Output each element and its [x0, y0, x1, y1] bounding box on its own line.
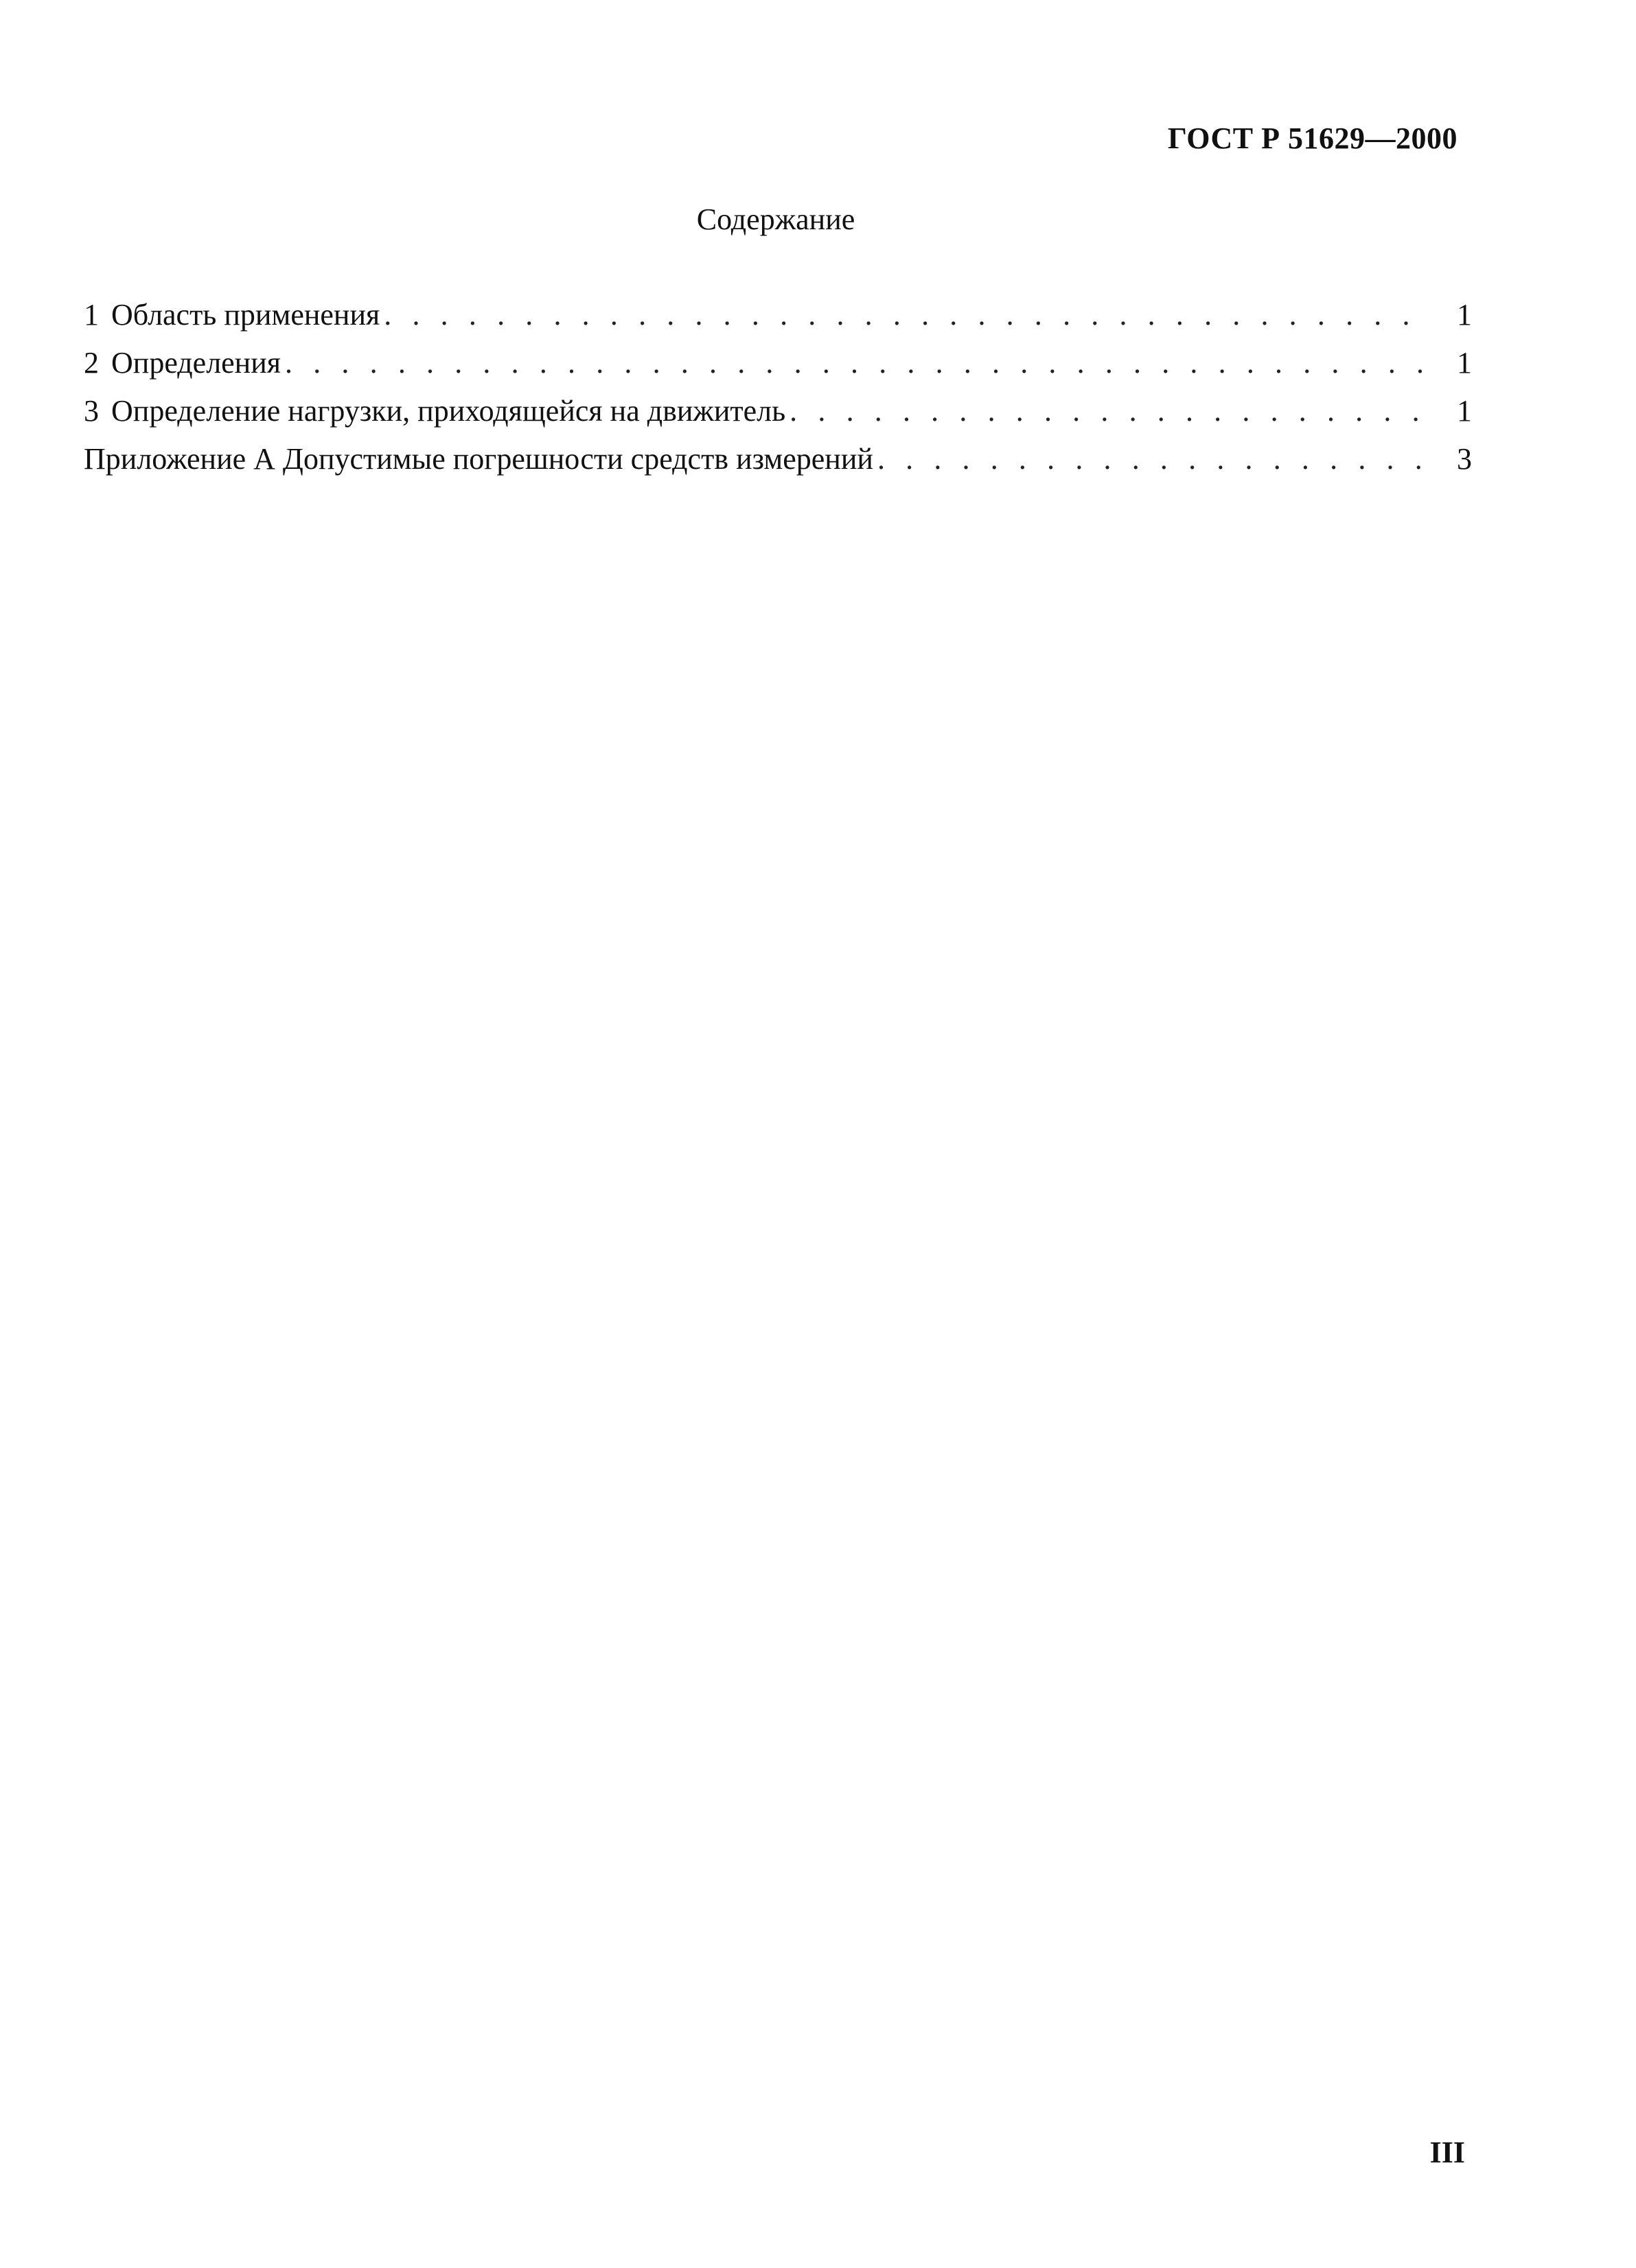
toc-entry[interactable]: [84, 387, 1472, 435]
toc-entry-label: Область применения: [111, 298, 380, 332]
dot-leader: [877, 435, 1424, 483]
toc-entry-number: 1: [84, 298, 99, 332]
toc-entry-page: 1: [1457, 346, 1472, 380]
dot-leader: [285, 339, 1424, 387]
toc-entry[interactable]: [84, 291, 1472, 339]
toc-title: Содержание: [696, 202, 855, 236]
toc-entry-number: 2: [84, 346, 99, 380]
toc-entry-page: 1: [1457, 394, 1472, 428]
toc-entry-label: Приложение А Допустимые погрешности средств измерений: [84, 442, 873, 476]
table-of-contents: [84, 291, 1472, 483]
toc-entry-page: 3: [1457, 442, 1472, 476]
toc-entry-number: 3: [84, 394, 99, 428]
page-number: III: [1429, 2136, 1465, 2169]
dot-leader: [384, 291, 1424, 339]
toc-entry-label: Определение нагрузки, приходящейся на движитель: [111, 394, 786, 428]
toc-entry[interactable]: [84, 435, 1472, 483]
dot-leader: [790, 387, 1424, 435]
toc-entry[interactable]: [84, 339, 1472, 387]
toc-entry-page: 1: [1457, 298, 1472, 332]
toc-entry-label: Определения: [111, 346, 281, 380]
document-number: ГОСТ Р 51629—2000: [1167, 121, 1458, 155]
